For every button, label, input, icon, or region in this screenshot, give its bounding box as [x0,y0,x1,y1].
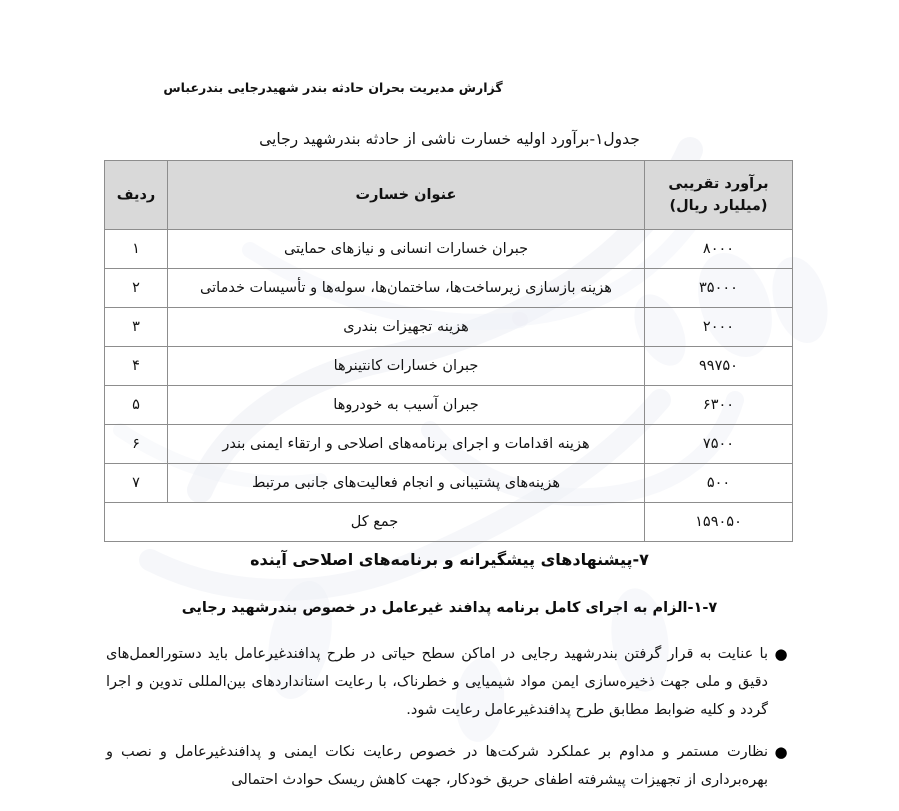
column-header-amount [645,161,793,230]
column-header-amount-line1: برآورد تقریبی [668,175,769,192]
cell-title: جبران آسیب به خودروها [168,386,645,425]
list-item [106,640,794,724]
bullet-point-icon: ● [774,743,788,761]
table-total-row [105,503,793,542]
table-row [105,386,793,425]
column-header-amount-line2: (میلیارد ریال) [669,198,768,214]
cell-title: جبران خسارات کانتینرها [168,347,645,386]
cell-amount: ۷۵۰۰ [645,425,793,464]
recommendation-bullet-list [106,640,794,808]
table-row [105,425,793,464]
cell-title: هزینه اقدامات و اجرای برنامه‌های اصلاحی و ارتقاء ایمنی بندر [168,425,645,464]
table-header [105,161,793,230]
cell-amount: ۳۵۰۰۰ [645,269,793,308]
cell-amount: ۹۹۷۵۰ [645,347,793,386]
list-item [106,738,794,794]
cell-total-label: جمع کل [105,503,645,542]
bullet-point-icon: ● [774,645,788,663]
table-body [105,230,793,542]
cell-title: هزینه بازسازی زیرساخت‌ها، ساختمان‌ها، سوله‌ها و تأسیسات خدماتی [168,269,645,308]
cell-total-amount: ۱۵۹۰۵۰ [645,503,793,542]
cell-row-no: ۶ [105,425,168,464]
running-header [105,80,781,95]
table-row [105,269,793,308]
list-item-text: نظارت مستمر و مداوم بر عملکرد شرکت‌ها در خصوص رعایت نکات ایمنی و پدافندغیرعامل و نصب و بهره‌برداری از تجهیزات پیشرفته اطفای حریق خودکار، جهت کاهش ریسک حوادث احتمالی [106,744,768,788]
table-header-row [105,161,793,230]
subsection-7-1-heading: ۱-۷-الزام به اجرای کامل برنامه پدافند غیرعامل در خصوص بندرشهید رجایی [181,600,718,616]
running-header-text: گزارش مدیریت بحران حادثه بندر شهیدرجایی بندرعباس [163,80,503,95]
damage-estimate-table [104,160,793,542]
cell-row-no: ۲ [105,269,168,308]
cell-amount: ۸۰۰۰ [645,230,793,269]
table-row [105,347,793,386]
cell-amount: ۲۰۰۰ [645,308,793,347]
cell-title: هزینه‌های پشتیبانی و انجام فعالیت‌های جانبی مرتبط [168,464,645,503]
cell-row-no: ۴ [105,347,168,386]
table-caption: جدول۱-برآورد اولیه خسارت ناشی از حادثه بندرشهید رجایی [259,130,640,148]
table-row [105,464,793,503]
cell-amount: ۵۰۰ [645,464,793,503]
cell-row-no: ۷ [105,464,168,503]
cell-row-no: ۳ [105,308,168,347]
table-row [105,230,793,269]
cell-amount: ۶۳۰۰ [645,386,793,425]
column-header-title: عنوان خسارت [168,161,645,230]
cell-title: هزینه تجهیزات بندری [168,308,645,347]
column-header-row-no: ردیف [105,161,168,230]
list-item-text: با عنایت به قرار گرفتن بندرشهید رجایی در اماکن سطح حیاتی در طرح پدافندغیرعامل باید دستورالعمل‌های دقیق و ملی جهت ذخیره‌سازی ایمن مواد شیمیایی و خطرناک، با رعایت استانداردهای بین‌المللی تدوین و اجرا گردد و کلیه ضوابط مطابق طرح پدافندغیرعامل رعایت شود. [106,646,768,718]
cell-row-no: ۵ [105,386,168,425]
table-row [105,308,793,347]
cell-row-no: ۱ [105,230,168,269]
cell-title: جبران خسارات انسانی و نیازهای حمایتی [168,230,645,269]
section-7-heading: ۷-پیشنهادهای پیشگیرانه و برنامه‌های اصلاحی آینده [250,550,649,569]
